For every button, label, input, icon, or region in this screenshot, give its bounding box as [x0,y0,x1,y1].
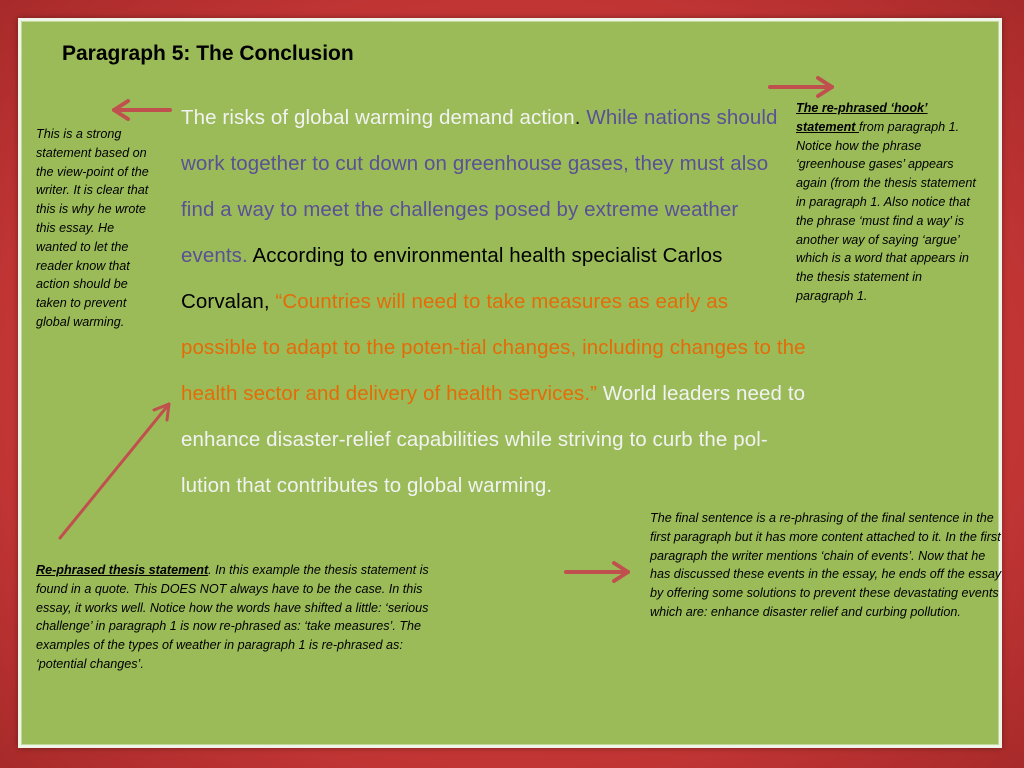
slide-title: Paragraph 5: The Conclusion [62,42,354,65]
thesis-quote: “Countries will need to take measures as early as possible to adapt to the poten-tial changes, including changes to the health sector and delivery of health services.” [181,290,806,405]
note-final-sentence: The final sentence is a re-phrasing of the final sentence in the first paragraph but it has more content attached to it. In the first paragraph the writer mentions ‘chain of events’. Now that he has discussed these events in the essay, he ends off the essay by offering some solutions to prevent these devastating events which are: enhance disaster relief and curbing pollution. [650,511,1002,619]
note-thesis-statement [36,561,448,674]
note-hook-heading: The re-phrased ‘hook’ statement [796,101,928,134]
conclusion-paragraph [181,95,806,509]
note-hook-body: from paragraph 1. Notice how the phrase ‘greenhouse gases’ appears again (from the thesis statement in paragraph 1. Also notice that the phrase ‘must find a way’ is another way of saying ‘argue’ which is a word that appears in the thesis statement in paragraph 1. [796,119,976,303]
hook-sentence: The risks of global warming demand action [181,106,575,129]
note-thesis-heading: Re-phrased thesis statement [36,563,209,577]
final-sentence: World leaders need to enhance disaster-relief capabilities while striving to curb the pol-lution that contributes to global warming. [181,382,806,497]
note-hook-statement [796,99,976,306]
hook-period: . [574,106,581,129]
transition-sentence: While nations should work together to cut down on greenhouse gases, they must also find a way to meet the challenges posed by extreme weather events. [181,106,778,267]
note-thesis-body: . In this example the thesis statement is found in a quote. This DOES NOT always have to be the case. In this essay, it works well. Notice how the words have shifted a little: ‘serious challenge’ in paragraph 1 is now re-phrased as: ‘take measures’. The examples of the types of weather in paragraph 1 is re-phrased as: ‘potential changes’. [36,563,429,671]
attribution-text: According to environmental health specialist Carlos Corvalan, [181,244,723,313]
note-strong-statement: This is a strong statement based on the view-point of the writer. It is clear that this is why he wrote this essay. He wanted to let the reader know that action should be taken to prevent global warming. [36,127,149,329]
